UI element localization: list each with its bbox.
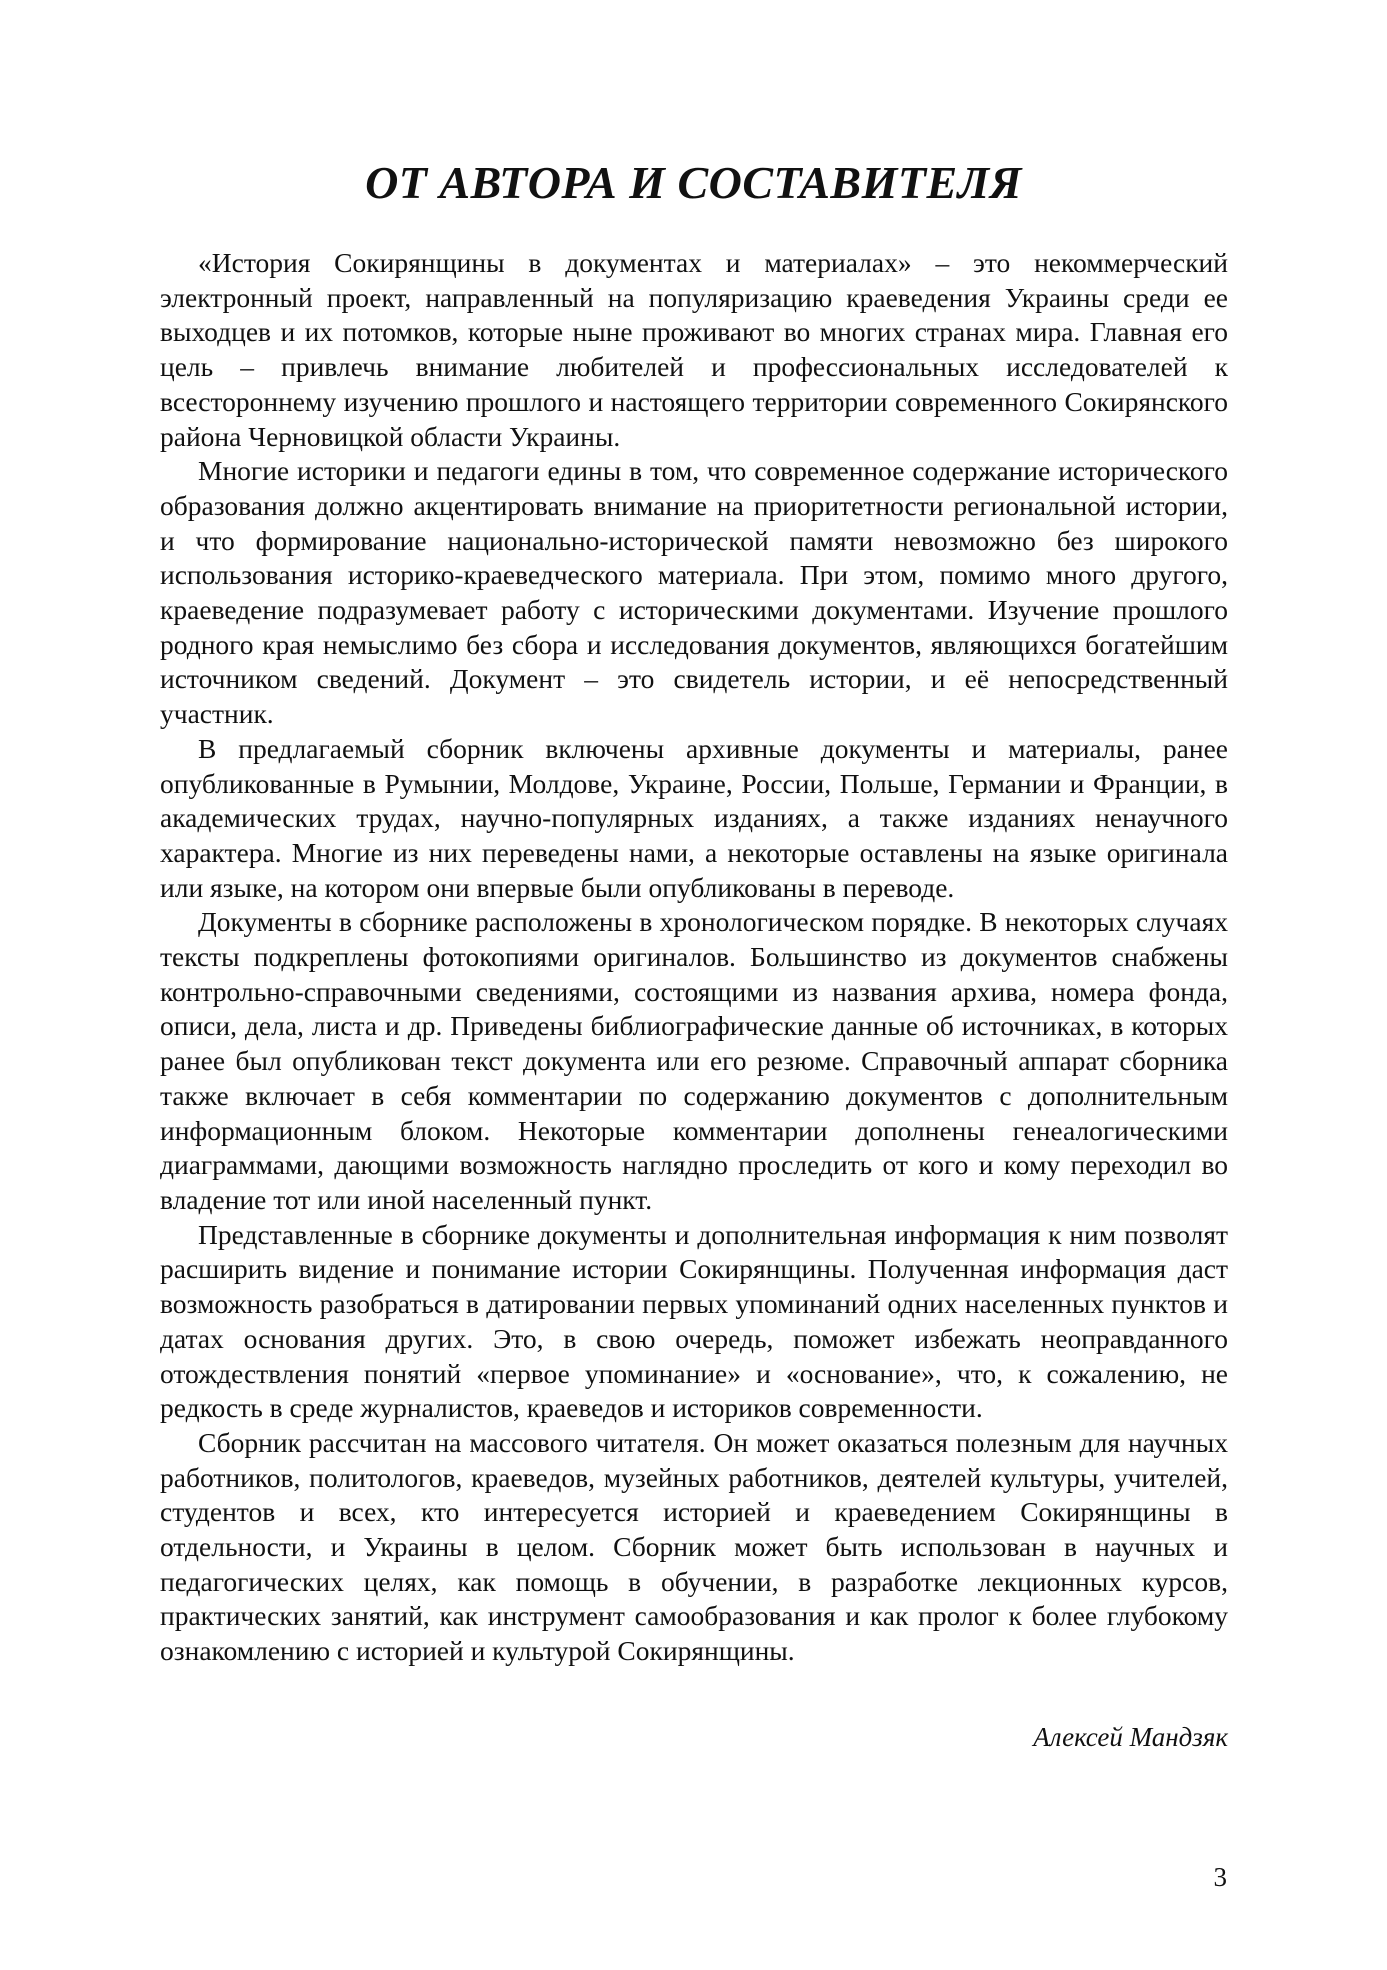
page-number: 3 [1213,1862,1227,1892]
paragraph-6: Сборник рассчитан на массового читателя. Он может оказаться полезным для научных работников, политологов, краеведов, музейных работников, деятелей культуры, учителей, студентов и всех, кто интересуется историей и краеведением Сокирянщины в отдельности, и Украины в целом. Сборник может быть использован в научных и педагогических целях, как помощь в обучении, в разработке лекционных курсов, практических занятий, как инструмент самообразования и как пролог к более глубокому ознакомлению с историей и культурой Сокирянщины. [160,1426,1228,1667]
page-title: ОТ АВТОРА И СОСТАВИТЕЛЯ [365,157,1022,208]
paragraph-2: Многие историки и педагоги едины в том, что современное содержание исторического образования должно акцентировать внимание на приоритетности региональной истории, и что формирование национально-исторической памяти невозможно без широкого использования историко-краеведческого материала. При этом, помимо много другого, краеведение подразумевает работу с историческими документами. Изучение прошлого родного края немыслимо без сбора и исследования документов, являющихся богатейшим источником сведений. Документ – это свидетель истории, и её непосредственный участник. [160,455,1228,730]
body-text [160,246,1228,1669]
paragraph-3: В предлагаемый сборник включены архивные документы и материалы, ранее опубликованные в Румынии, Молдове, Украине, России, Польше, Германии и Франции, в академических трудах, научно-популярных изданиях, а также изданиях ненаучного характера. Многие из них переведены нами, а некоторые оставлены на языке оригинала или языке, на котором они впервые были опубликованы в переводе. [160,732,1228,903]
author-signature: Алексей Мандзяк [1033,1722,1228,1752]
paragraph-4: Документы в сборнике расположены в хронологическом порядке. В некоторых случаях тексты подкреплены фотокопиями оригиналов. Большинство из документов снабжены контрольно-справочными сведениями, состоящими из названия архива, номера фонда, описи, дела, листа и др. Приведены библиографические данные об источниках, в которых ранее был опубликован текст документа или его резюме. Справочный аппарат сборника также включает в себя комментарии по содержанию документов с дополнительным информационным блоком. Некоторые комментарии дополнены генеалогическими диаграммами, дающими возможность наглядно проследить от кого и кому переходил во владение тот или иной населенный пункт. [160,906,1228,1215]
paragraph-5: Представленные в сборнике документы и дополнительная информация к ним позволят расширить видение и понимание истории Сокирянщины. Полученная информация даст возможность разобраться в датировании первых упоминаний одних населенных пунктов и датах основания других. Это, в свою очередь, поможет избежать неоправданного отождествления понятий «первое упоминание» и «основание», что, к сожалению, не редкость в среде журналистов, краеведов и историков современности. [160,1218,1228,1424]
paragraph-1: «История Сокирянщины в документах и материалах» – это некоммерческий электронный проект, направленный на популяризацию краеведения Украины среди ее выходцев и их потомков, которые ныне проживают во многих странах мира. Главная его цель – привлечь внимание любителей и профессиональных исследователей к всестороннему изучению прошлого и настоящего территории современного Сокирянского района Черновицкой области Украины. [160,247,1228,452]
